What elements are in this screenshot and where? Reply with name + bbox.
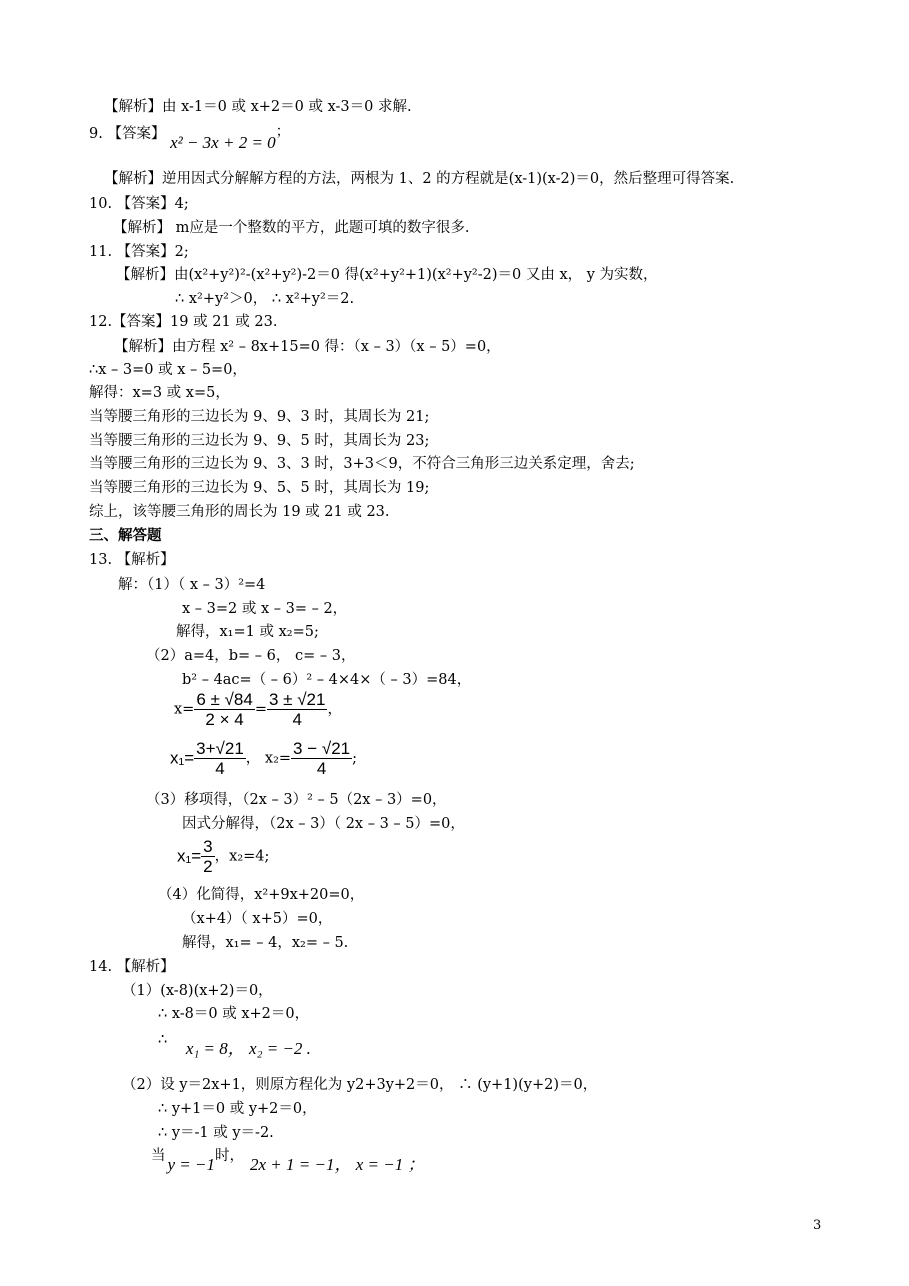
- line-13-1: 解：（1）（ x – 3）²=4: [118, 577, 266, 593]
- line-12-step1: ∴x – 3=0 或 x – 5=0，: [89, 362, 247, 378]
- root-numerator: 3: [203, 837, 213, 856]
- root-2-fraction: [291, 740, 352, 777]
- therefore-symbol: ∴: [158, 1032, 168, 1048]
- root-1-fraction: [194, 740, 246, 777]
- semicolon: ;: [352, 750, 358, 767]
- line-13-2-formula: [174, 691, 342, 728]
- comma: ，: [327, 701, 342, 718]
- fraction-1-denominator: 2 × 4: [205, 710, 244, 729]
- line-13-3-roots: [177, 838, 269, 875]
- line-therefore-11: ∴ x²+y²＞0， ∴ x²+y²＝2.: [175, 291, 355, 307]
- line-analysis-12: 【解析】由方程 x² – 8x+15=0 得：（x – 3）（x – 5）=0，: [114, 339, 501, 355]
- line-answer-12: 12.【答案】19 或 21 或 23.: [89, 314, 278, 330]
- line-12-case4: 当等腰三角形的三边长为 9、5、5 时，其周长为 19;: [89, 480, 430, 496]
- fraction-2: [267, 691, 327, 728]
- page-number: 3: [813, 1218, 822, 1233]
- answer-label: 【答案】: [107, 126, 166, 142]
- x-equals: x=: [174, 701, 195, 718]
- line-14-2-result: ∴ y＝-1 或 y＝-2.: [158, 1125, 274, 1141]
- line-13-1-result: 解得，x₁=1 或 x₂=5;: [176, 624, 319, 640]
- line-14-1: （1）(x-8)(x+2)＝0，: [122, 983, 273, 999]
- line-12-case1: 当等腰三角形的三边长为 9、9、3 时，其周长为 21;: [89, 409, 430, 425]
- roots-equation: x₁ = 8， x₂ = −2 .: [185, 1039, 311, 1058]
- x2-label: ， x₂=: [245, 750, 292, 767]
- line-13-1-step: x – 3=2 或 x – 3= – 2，: [182, 601, 348, 617]
- section-heading: 三、解答题: [89, 528, 162, 544]
- condition-equation: y = −1: [167, 1155, 215, 1174]
- line-analysis-10: 【解析】 m应是一个整数的平方，此题可填的数字很多.: [113, 220, 470, 236]
- root-fraction: [201, 838, 214, 875]
- root-1-numerator: 3+√21: [196, 739, 244, 758]
- x2-value: ，x₂=4;: [214, 848, 270, 865]
- semicolon: ；: [275, 124, 291, 140]
- line-14-2: （2）设 y＝2x+1，则原方程化为 y2+3y+2＝0， ∴ (y+1)(y+2)＝0，: [122, 1077, 598, 1093]
- line-13-3-factor: 因式分解得，（2x – 3）（ 2x – 3 – 5）=0，: [182, 816, 465, 832]
- root-1-denominator: 4: [215, 759, 225, 778]
- line-answer-11: 11. 【答案】2;: [89, 244, 189, 260]
- when-label: 当: [151, 1148, 166, 1164]
- line-13-2: （2）a=4，b= – 6， c= – 3，: [146, 648, 356, 664]
- line-analysis-11: 【解析】由(x²+y²)²-(x²+y²)-2＝0 得(x²+y²+1)(x²+y²-2)＝0 又由 x， y 为实数，: [116, 267, 658, 283]
- line-13-3: （3）移项得，（2x – 3）² – 5（2x – 3）=0，: [146, 792, 447, 808]
- line-13-4-factor: （x+4）（ x+5）=0，: [182, 911, 333, 927]
- line-13-2-roots: [170, 740, 357, 777]
- line-analysis-8: 【解析】由 x-1＝0 或 x+2＝0 或 x-3＝0 求解.: [104, 99, 412, 115]
- line-analysis-9: 【解析】逆用因式分解解方程的方法，两根为 1、2 的方程就是(x-1)(x-2)＝0，然后整理可得答案.: [104, 171, 735, 187]
- line-14-2-case: [151, 1146, 425, 1174]
- root-2-denominator: 4: [316, 759, 327, 778]
- fraction-1: [194, 691, 254, 728]
- line-12-step2: 解得：x=3 或 x=5，: [89, 385, 230, 401]
- line-14-title: 14. 【解析】: [89, 959, 175, 975]
- fraction-2-numerator: 3 ± √21: [268, 690, 326, 709]
- line-answer-9: [89, 124, 291, 152]
- line-13-2-discriminant: b² – 4ac=（ – 6）² – 4×4×（ – 3）=84，: [182, 672, 472, 688]
- x1-label: x₁=: [177, 846, 202, 866]
- line-answer-10: 10. 【答案】4;: [89, 196, 189, 212]
- equals: =: [254, 701, 267, 718]
- item-number: 9.: [89, 126, 103, 142]
- time-label: 时，: [215, 1148, 244, 1164]
- root-denominator: 2: [203, 857, 213, 876]
- line-12-case3: 当等腰三角形的三边长为 9、3、3 时，3+3＜9，不符合三角形三边关系定理，舍去;: [89, 456, 635, 472]
- line-14-1-step: ∴ x-8＝0 或 x+2＝0，: [158, 1006, 310, 1022]
- line-12-conclusion: 综上，该等腰三角形的周长为 19 或 21 或 23.: [89, 504, 390, 520]
- x1-label: x₁=: [170, 748, 195, 768]
- equation: x² − 3x + 2 = 0: [170, 133, 276, 152]
- root-2-numerator: 3 − √21: [293, 739, 351, 758]
- fraction-1-numerator: 6 ± √84: [196, 690, 253, 709]
- line-13-4-result: 解得，x₁= – 4，x₂= – 5.: [182, 935, 349, 951]
- line-12-case2: 当等腰三角形的三边长为 9、9、5 时，其周长为 23;: [89, 433, 430, 449]
- fraction-2-denominator: 4: [292, 710, 302, 729]
- line-14-2-step: ∴ y+1＝0 或 y+2＝0，: [158, 1101, 317, 1117]
- line-13-4: （4）化简得，x²+9x+20=0，: [158, 887, 365, 903]
- line-13-title: 13. 【解析】: [89, 552, 175, 568]
- line-14-1-result: [158, 1030, 311, 1058]
- solution-equation: 2x + 1 = −1， x = −1 ；: [250, 1155, 425, 1174]
